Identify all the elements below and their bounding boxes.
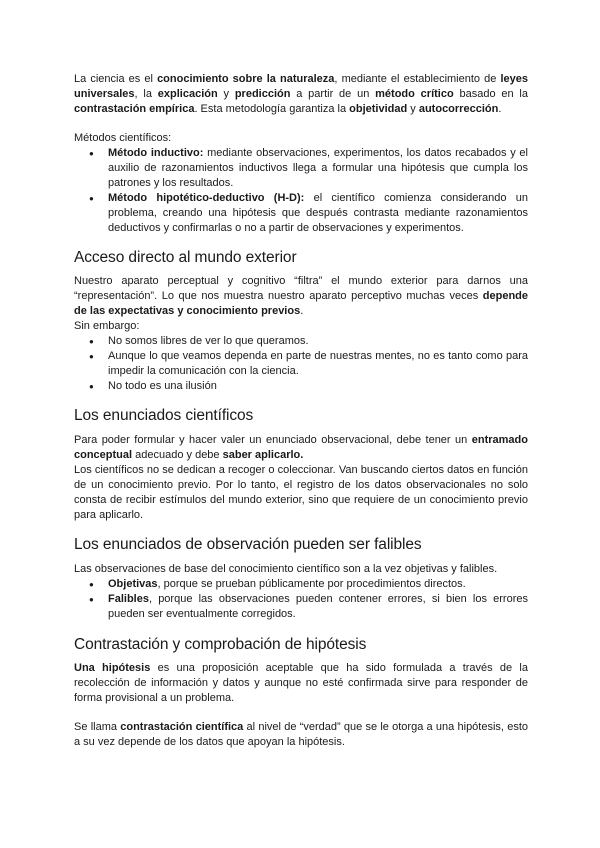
- list-item: [74, 191, 528, 236]
- text-run: a partir de un: [290, 88, 376, 100]
- intro-paragraph: [74, 72, 528, 117]
- text-run: , porque las observaciones pueden contener errores, si bien los errores pueden ser eventualmente corregidos.: [108, 593, 528, 620]
- bold-run: contrastación empírica: [74, 103, 195, 115]
- list-item: [74, 146, 528, 191]
- text-run: Se llama: [74, 721, 121, 733]
- bold-run: saber aplicarlo.: [222, 449, 304, 461]
- list-item: [74, 577, 528, 592]
- paragraph: [74, 433, 528, 463]
- bold-run: depende de las expectativas y conocimiento previos: [74, 290, 528, 317]
- text-run: y: [217, 88, 235, 100]
- text-run: Nuestro aparato perceptual y cognitivo “filtra” el mundo exterior para darnos una “representación”. Lo que nos muestra nuestro aparato perceptivo muchas veces: [74, 275, 528, 302]
- bold-run: leyes universales: [74, 73, 528, 100]
- paragraph: Los científicos no se dedican a recoger o coleccionar. Van buscando ciertos datos en función de un conocimiento previo. Por lo tanto, el registro de los datos observacionales no solo consta de recibir estímulos del mundo exterior, sino que requiere de un conocimiento previo para aplicarlo.: [74, 464, 528, 521]
- text-run: mediante observaciones, experimentos, los datos recabados y el auxilio de razonamientos inductivos llega a formular una hipótesis que cumpla los patrones y los resultados.: [108, 147, 528, 189]
- bold-run: entramado conceptual: [74, 434, 528, 461]
- section-title: Los enunciados de observación pueden ser falibles: [74, 536, 422, 553]
- section-title: Contrastación y comprobación de hipótesis: [74, 636, 367, 653]
- list-item: [74, 592, 528, 622]
- text-run: , la: [134, 88, 158, 100]
- text-run: Para poder formular y hacer valer un enunciado observacional, debe tener un: [74, 434, 472, 446]
- bold-run: Una hipótesis: [74, 662, 151, 674]
- bold-run: contrastación científica: [120, 721, 244, 733]
- section-title: Los enunciados científicos: [74, 407, 254, 424]
- paragraph: Sin embargo:: [74, 320, 140, 332]
- text-run: , mediante el establecimiento de: [334, 73, 501, 85]
- paragraph: Las observaciones de base del conocimiento científico son a la vez objetivas y falibles.: [74, 563, 498, 575]
- bullet-list: [74, 577, 528, 622]
- bold-run: Objetivas: [108, 578, 158, 590]
- bold-run: conocimiento sobre la naturaleza: [157, 73, 335, 85]
- bullet-list: [74, 334, 528, 394]
- methods-list: [74, 146, 528, 236]
- section-acceso: [74, 248, 528, 267]
- section-title: Acceso directo al mundo exterior: [74, 249, 297, 266]
- text-run: .: [498, 103, 502, 115]
- list-item: ● No todo es una ilusión: [74, 379, 528, 394]
- section-enunciados-body: [74, 433, 528, 523]
- text-run: , porque se prueban públicamente por procedimientos directos.: [157, 578, 466, 590]
- paragraph: [74, 661, 528, 706]
- bold-run: método crítico: [375, 88, 454, 100]
- bold-run: autocorrección: [418, 103, 499, 115]
- bold-run: predicción: [234, 88, 291, 100]
- methods-block: [74, 131, 528, 236]
- bold-run: Método inductivo:: [108, 147, 204, 159]
- text-run: y: [407, 103, 419, 115]
- paragraph: [74, 720, 528, 750]
- bold-run: Método hipotético-deductivo (H-D):: [108, 192, 305, 204]
- text-run: el científico comienza considerando un problema, creando una hipótesis que después contrasta mediante razonamientos deductivos y confirmarlas o no a partir de observaciones y experimentos.: [108, 192, 528, 234]
- text-run: adecuado y debe: [132, 449, 223, 461]
- list-item: ● Aunque lo que veamos dependa en parte de nuestras mentes, no es tanto como para impedir la comunicación con la ciencia.: [74, 349, 528, 379]
- section-contrastacion-body: [74, 661, 528, 706]
- text-run: basado en la: [453, 88, 528, 100]
- methods-heading: Métodos científicos:: [74, 132, 172, 144]
- section-falibles-body: [74, 562, 528, 622]
- section-falibles: [74, 535, 528, 554]
- list-item: ● No somos libres de ver lo que queramos.: [74, 334, 528, 349]
- text-run: es una proposición aceptable que ha sido formulada a través de la recolección de información y datos y aunque no esté confirmada sirve para responder de forma provisional a un problema.: [74, 662, 528, 704]
- intro-block: [74, 72, 528, 117]
- text-run: .: [300, 305, 304, 317]
- text-run: . Esta metodología garantiza la: [194, 103, 350, 115]
- section-contrastacion-body-2: [74, 720, 528, 750]
- bold-run: Falibles: [108, 593, 149, 605]
- section-enunciados: [74, 406, 528, 425]
- section-acceso-body: [74, 274, 528, 394]
- paragraph: [74, 274, 528, 319]
- bold-run: objetividad: [349, 103, 408, 115]
- section-contrastacion: [74, 635, 528, 654]
- text-run: al nivel de “verdad” que se le otorga a una hipótesis, esto a su vez depende de los datos que apoyan la hipótesis.: [74, 721, 529, 748]
- bold-run: explicación: [157, 88, 218, 100]
- text-run: La ciencia es el: [74, 73, 158, 85]
